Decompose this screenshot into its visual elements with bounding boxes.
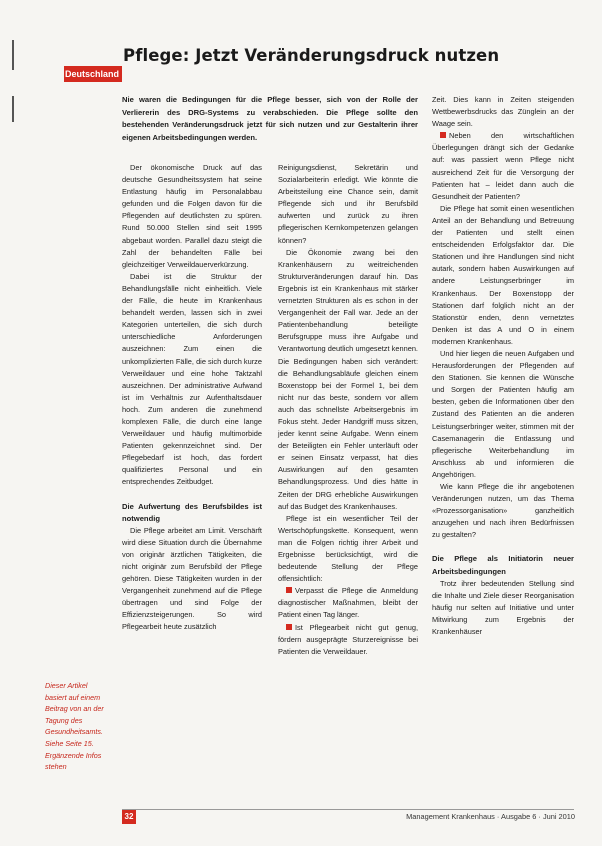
bullet-text: Ist Pflegearbeit nicht gut genug, fördern ausgeprägte Sturzereignisse bei Patienten die Verweildauer. xyxy=(278,622,418,656)
footer-publication: Management Krankenhaus · Ausgabe 6 · Juni 2010 xyxy=(406,812,575,821)
bullet-paragraph xyxy=(278,622,418,658)
column-2 xyxy=(278,162,418,658)
column-1 xyxy=(122,162,262,634)
paragraph: Trotz ihrer bedeutenden Stellung sind die Inhalte und Ziele dieser Reorganisation häufig nur selten auf Initiative und unter Mitwirkung zum Ergebnis der Krankenhäuser xyxy=(432,578,574,637)
paragraph: Pflege ist ein wesentlicher Teil der Wertschöpfungskette. Konsequent, wenn man die Folgen richtig ihrer Arbeit und Ergebnisse berücksichtigt, wird die bedeutende Stellung der Pflege offensichtlich: xyxy=(278,513,418,584)
page-number: 32 xyxy=(122,810,136,824)
paragraph: Die Ökonomie zwang bei den Krankenhäusern zu weitreichenden Strukturveränderungen darauf hin. Das Ergebnis ist ein Krankenhaus mit stärker vernetzten Strukturen als es schon in der Vergangenheit der Fall war. Jede an der Patientenbehandlung beteiligte Berufsgruppe muss ihre Aufgabe und Verantwortung deutlich umgesetzt kennen. Die Bedingungen haben sich verändert: die Behandlungsabläufe gleichen einem Boxenstopp bei der Formel 1, bei dem nicht nur das beste, sondern vor allem auch das schnellste Arbeitsergebnis im Fokus steht. Jeder Handgriff muss sitzen, jeder kennt seine Aufgabe. Wenn einem der Beteiligten ein Fehler unterläuft oder er seinen Einsatz verpasst, hat dies Auswirkungen auf den gesamten Behandlungsprozess. Und dies hätte in Zeiten der DRG erhebliche Auswirkungen auf das Budget des Krankenhauses. xyxy=(278,247,418,511)
section-tag: Deutschland xyxy=(64,66,122,82)
paragraph: Die Pflege hat somit einen wesentlichen Anteil an der Behandlung und Betreuung der Patienten und stellt einen entscheidenden Erfolgsfaktor dar. Die Stationen und ihre Handlungen sind nicht autark, sondern haben Auswirkungen auf andere Leistungserbringer im Krankenhaus. Der Boxenstopp der Stationen darf folglich nicht an der Stationstür enden, denn vernetztes Denken ist das A und O in einem modernen Krankenhaus. xyxy=(432,203,574,346)
margin-rule-middle xyxy=(12,96,14,122)
paragraph: Und hier liegen die neuen Aufgaben und Herausforderungen der Pflegenden auf den Stationen. Sie kennen die Wünsche und Sorgen der Patienten häufig am besten, geben die Informationen über den Zustand des Patienten an die anderen Leistungserbringer weiter, stimmen mit der Casemanagerin die Entlassung und pflegerische Weiterbehandlung im Anschluss ab und informieren die Angehörigen. xyxy=(432,348,574,479)
bullet-paragraph xyxy=(432,130,574,203)
margin-rule-top xyxy=(12,40,14,70)
paragraph: Dabei ist die Struktur der Behandlungsfälle nicht einheitlich. Viele der Fälle, die heute im Krankenhaus behandelt werden, lassen sich in zwei Kategorien unterteilen, die sich durch unterschiedliche Anforderungen auszeichnen: Zum einen die unkomplizierten Fälle, die sich durch kurze Verweildauer und eine hohe Taktzahl auszeichnen. Der administrative Aufwand ist im Verhältnis zur Aufenthaltsdauer hoch. Zum anderen die zunehmend komplexen Fälle, die durch eine lange Verweildauer und häufig multimorbide Patienten gekennzeichnet sind. Der Pflegebedarf ist hoch, das fordert qualifiziertes Personal und ein entsprechendes Zeitbudget. xyxy=(122,271,262,487)
bullet-text: Verpasst die Pflege die Anmeldung diagnostischer Maßnahmen, bleibt der Patient einen Tag länger. xyxy=(278,586,418,620)
bullet-paragraph xyxy=(278,585,418,621)
subheading: Die Aufwertung des Berufsbildes ist notwendig xyxy=(122,501,262,523)
paragraph: Zeit. Dies kann in Zeiten steigenden Wettbewerbsdrucks das Zünglein an der Waage sein. xyxy=(432,95,574,129)
footer-divider xyxy=(122,809,574,810)
red-square-bullet-icon xyxy=(286,587,292,593)
column-3 xyxy=(432,94,574,638)
red-square-bullet-icon xyxy=(440,132,446,138)
article-lead: Nie waren die Bedingungen für die Pflege besser, sich von der Rolle der Verliererin des DRG-Systems zu verabschieden. Die Pflege sollte den bestehenden Veränderungsdruck jetzt für sich nutzen und zur Gestalterin ihrer eigenen Arbeitsbedingungen werden. xyxy=(122,95,418,142)
paragraph: Reinigungsdienst, Sekretärin und Sozialarbeiterin erledigt. Wie könnte die Arbeitsteilung eine Chance sein, damit Pflegende sich und ihr Berufsbild aufwerten und zurück zu ihren pflegerischen Kernkompetenzen gelangen können? xyxy=(278,163,418,245)
bullet-text: Neben den wirtschaftlichen Überlegungen drängt sich der Gedanke auf: was passiert wenn Pflege nicht ausreichend Zeit für die Versorgung der Patienten hat – leidet dann auch die Gesundheit der Patienten? xyxy=(432,131,574,201)
subheading: Die Pflege als Initiatorin neuer Arbeitsbedingungen xyxy=(432,554,574,576)
red-square-bullet-icon xyxy=(286,624,292,630)
article-title: Pflege: Jetzt Veränderungsdruck nutzen xyxy=(123,46,500,65)
paragraph: Die Pflege arbeitet am Limit. Verschärft wird diese Situation durch die Übernahme von originär ärztlichen Tätigkeiten, die nicht originär zum Berufsbild der Pflege gehören. Diese Tätigkeiten wurden in der Vergangenheit zunehmend auf die Pflege übertragen und sind Folge der Effizienzsteigerungen. So wird Pflegearbeit heute zusätzlich xyxy=(122,525,262,632)
paragraph: Wie kann Pflege die ihr angebotenen Veränderungen nutzen, um das Thema «Prozessorganisation» ganzheitlich anzugehen und nach ihren Bedürfnissen zu gestalten? xyxy=(432,482,574,540)
paragraph: Der ökonomische Druck auf das deutsche Gesundheitssystem hat seine Entlastung häufig im Personalabbau gefunden und die Folgen davon für die Pflegenden auf deutlichsten zu spüren. Rund 50.000 Stellen sind seit 1995 abgebaut worden. Parallel dazu steigt die Zahl der behandelten Fälle bei gleichzeitiger Verweildauerverkürzung. xyxy=(122,163,262,269)
margin-sidenote: Dieser Artikel basiert auf einem Beitrag von an der Tagung des Gesundheitsamts. Siehe Seite 15. Ergänzende Infos stehen xyxy=(45,681,104,772)
